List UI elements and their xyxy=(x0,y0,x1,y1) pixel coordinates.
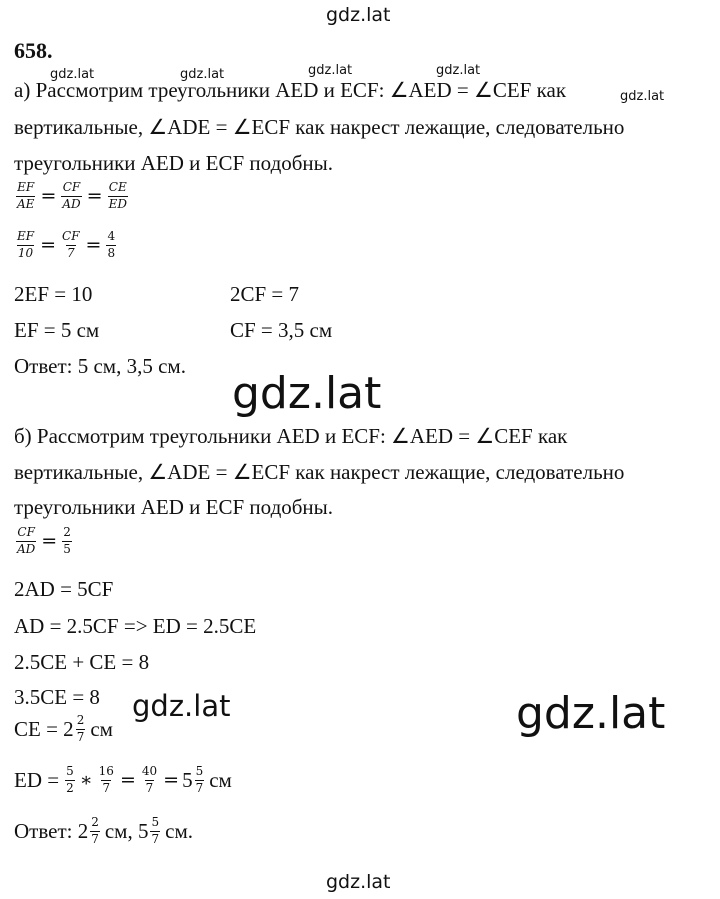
part-a-answer: Ответ: 5 см, 3,5 см. xyxy=(14,354,186,378)
part-b-step-4: 3.5CE = 8 xyxy=(14,685,100,709)
fraction: $\frac{CF}{7}$ xyxy=(62,229,80,260)
part-b-step-2: AD = 2.5CF => ED = 2.5CE xyxy=(14,614,257,638)
part-b-line-3: треугольники AED и ECF подобны. xyxy=(14,495,334,519)
fraction: $\frac{4}{8}$ xyxy=(107,229,116,260)
part-b-answer: Ответ: 2 $\frac{2}{7}$ см, 5 $\frac{5}{7}$ см. xyxy=(14,815,193,846)
part-a-line-2: вертикальные, ∠ADE = ∠ECF как накрест лежащие, следовательно xyxy=(14,115,625,139)
watermark-big-center: gdz.lat xyxy=(232,368,382,419)
watermark-bottom: gdz.lat xyxy=(326,871,391,893)
problem-number: 658. xyxy=(14,38,53,63)
part-b-ed: ED = $\frac{5}{2}$ ∗ $\frac{16}{7}$ = $\frac{40}{7}$ = 5 $\frac{5}{7}$ см xyxy=(14,764,232,795)
part-a-eq1-left: 2EF = 10 xyxy=(14,282,93,306)
part-a-ratio-values: $\frac{EF}{10}$ = $\frac{CF}{7}$ = $\frac{4}{8}$ xyxy=(17,229,116,260)
watermark-top: gdz.lat xyxy=(326,4,391,26)
fraction: $\frac{EF}{10}$ xyxy=(17,229,35,260)
part-a-eq1-right: 2CF = 7 xyxy=(230,282,300,306)
part-a-line-1: а) Рассмотрим треугольники AED и ECF: ∠AED = ∠CEF как xyxy=(14,78,567,102)
fraction: $\frac{CE}{ED}$ xyxy=(108,180,127,211)
watermark-mid: gdz.lat xyxy=(132,689,231,723)
fraction: $\frac{2}{7}$ xyxy=(91,815,99,846)
part-a-eq2-right: CF = 3,5 см xyxy=(230,318,333,342)
part-b-step-1: 2AD = 5CF xyxy=(14,577,114,601)
part-b-ratio: $\frac{CF}{AD}$ = $\frac{2}{5}$ xyxy=(17,525,71,556)
part-b-line-2: вертикальные, ∠ADE = ∠ECF как накрест лежащие, следовательно xyxy=(14,460,625,484)
fraction: $\frac{2}{5}$ xyxy=(63,525,71,556)
watermark-small-1: gdz.lat xyxy=(50,67,95,82)
watermark-small-4: gdz.lat xyxy=(436,63,481,78)
part-a-line-3: треугольники AED и ECF подобны. xyxy=(14,151,334,175)
part-a-ratio: $\frac{EF}{AE}$ = $\frac{CF}{AD}$ = $\frac{CE}{ED}$ xyxy=(17,180,127,211)
watermark-big-right: gdz.lat xyxy=(516,688,666,739)
watermark-small-2: gdz.lat xyxy=(180,67,225,82)
watermark-small-3: gdz.lat xyxy=(308,63,353,78)
fraction: $\frac{5}{7}$ xyxy=(195,764,204,795)
fraction: $\frac{5}{2}$ xyxy=(66,764,74,795)
watermark-small-5: gdz.lat xyxy=(620,89,665,104)
fraction: $\frac{EF}{AE}$ xyxy=(17,180,35,211)
part-b-line-1: б) Рассмотрим треугольники AED и ECF: ∠AED = ∠CEF как xyxy=(14,424,568,448)
fraction: $\frac{40}{7}$ xyxy=(141,764,158,795)
fraction: $\frac{CF}{AD}$ xyxy=(62,180,81,211)
fraction: $\frac{CF}{AD}$ xyxy=(17,525,36,556)
part-a-eq2-left: EF = 5 см xyxy=(14,318,100,342)
fraction: $\frac{16}{7}$ xyxy=(98,764,114,795)
part-b-step-3: 2.5CE + CE = 8 xyxy=(14,650,150,674)
part-b-ce: CE = 2 $\frac{2}{7}$ см xyxy=(14,713,113,744)
fraction: $\frac{5}{7}$ xyxy=(151,815,160,846)
fraction: $\frac{2}{7}$ xyxy=(76,713,85,744)
